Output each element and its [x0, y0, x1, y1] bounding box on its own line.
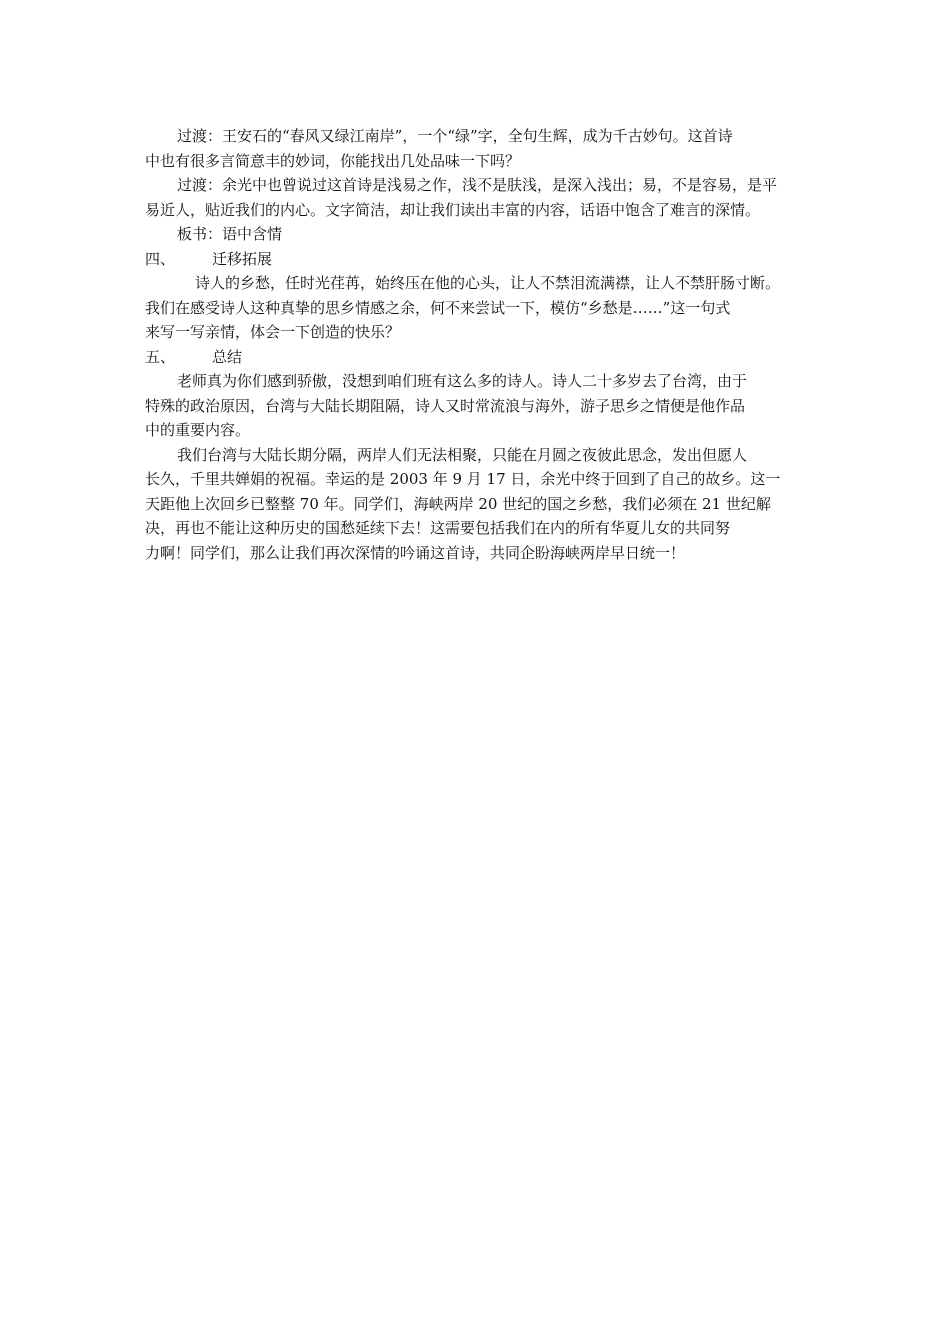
section-title: 迁移拓展: [212, 249, 273, 268]
summary-paragraph-2: [145, 443, 810, 566]
text-line: 力啊！同学们，那么让我们再次深情的吟诵这首诗，共同企盼海峡两岸早日统一！: [145, 543, 686, 562]
text-line: 来写一写亲情，体会一下创造的快乐？: [145, 323, 401, 341]
transition-paragraph-2: [145, 173, 810, 222]
text-line: 特殊的政治原因，台湾与大陆长期阻隔，诗人又时常流浪与海外，游子思乡之情便是他作品: [145, 396, 746, 415]
text-line: 过渡：余光中也曾说过这首诗是浅易之作，浅不是肤浅，是深入浅出；易，不是容易，是平: [177, 176, 778, 194]
document-page: [145, 124, 810, 565]
summary-paragraph-1: [145, 369, 810, 443]
board-note: 板书：语中含情: [177, 225, 283, 243]
text-line: 老师真为你们感到骄傲，没想到咱们班有这么多的诗人。诗人二十多岁去了台湾，由于: [177, 372, 748, 390]
text-line: 天距他上次回乡已整整 70 年。同学们，海峡两岸 20 世纪的国之乡愁，我们必须在 21 世纪解: [145, 494, 771, 513]
text-line: 中的重要内容。: [145, 421, 251, 439]
text-line: 长久，千里共婵娟的祝福。幸运的是 2003 年 9 月 17 日，余光中终于回到了自己的故乡。这一: [145, 470, 781, 488]
text-line: 过渡：王安石的“春风又绿江南岸”，一个“绿”字，全句生辉，成为千古妙句。这首诗: [177, 127, 733, 145]
section-number: 四、: [145, 249, 176, 268]
section-title: 总结: [212, 347, 243, 366]
text-line: 诗人的乡愁，任时光荏苒，始终压在他的心头，让人不禁泪流满襟，让人不禁肝肠寸断。: [195, 274, 781, 292]
section-4-paragraph: [145, 271, 810, 345]
transition-paragraph-1: [145, 124, 810, 173]
text-line: 决，再也不能让这种历史的国愁延续下去！这需要包括我们在内的所有华夏儿女的共同努: [145, 519, 731, 537]
section-heading-4: [145, 247, 810, 272]
text-line: 中也有很多言简意丰的妙词，你能找出几处品味一下吗？: [145, 151, 521, 170]
text-line: 易近人，贴近我们的内心。文字简洁，却让我们读出丰富的内容，话语中饱含了难言的深情。: [145, 200, 761, 219]
text-line: 我们台湾与大陆长期分隔，两岸人们无法相聚，只能在月圆之夜彼此思念，发出但愿人: [177, 445, 748, 464]
text-line: 我们在感受诗人这种真挚的思乡情感之余，何不来尝试一下，模仿“乡愁是……”这一句式: [145, 298, 731, 317]
section-number: 五、: [145, 347, 176, 366]
section-heading-5: [145, 345, 810, 370]
